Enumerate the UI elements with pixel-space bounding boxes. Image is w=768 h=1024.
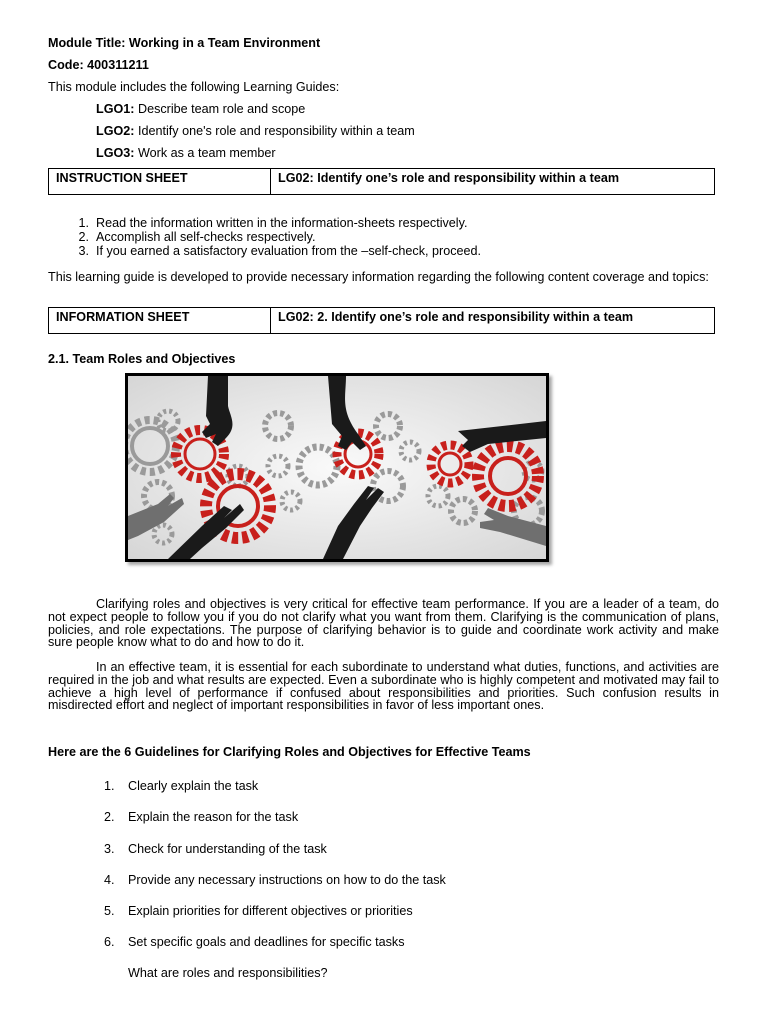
list-number: 5. (104, 904, 115, 918)
list-text: Read the information written in the information-sheets respectively. (96, 216, 468, 230)
instruction-sheet-table (48, 168, 715, 195)
instruction-sheet-value: LG02: Identify one’s role and responsibility within a team (278, 171, 620, 185)
guidelines-heading: Here are the 6 Guidelines for Clarifying Roles and Objectives for Effective Teams (48, 745, 531, 759)
list-text: Check for understanding of the task (128, 842, 327, 856)
guide-item-2 (96, 124, 415, 139)
paragraph-clarifying (48, 598, 719, 649)
closing-question: What are roles and responsibilities? (128, 966, 328, 980)
guide-code: LGO3: (96, 146, 135, 160)
module-title: Module Title: Working in a Team Environment (48, 36, 321, 50)
guide-text: Describe team role and scope (137, 102, 306, 116)
paragraph-text: Clarifying roles and objectives is very critical for effective team performance. If you are a leader of a team, do not expect people to follow you if you do not clarify what you want from them. Clarifying is the communication of plans, policies, and role expectations. The purpose of clarifying behavior is to guide and coordinate work activity and make sure people know what to do and how to do it. (48, 597, 719, 650)
list-text: Accomplish all self-checks respectively. (96, 230, 316, 244)
paragraph-text: In an effective team, it is essential for each subordinate to understand what duties, functions, and activities are required in the job and what results are expected. Even a subordinate who is highly competent and motivated may fail to achieve a high level of performance if confused about responsibilities and priorities. Such confusion results in misdirected effort and neglect of important responsibilities in favor of less important ones. (48, 660, 719, 713)
list-number: 1. (104, 779, 115, 793)
section-heading: 2.1. Team Roles and Objectives (48, 352, 236, 366)
list-number: 3. (78, 244, 89, 258)
module-code: Code: 400311211 (48, 58, 149, 72)
module-intro: This module includes the following Learning Guides: (48, 80, 340, 94)
guide-text: Identify one's role and responsibility within a team (137, 124, 415, 138)
information-sheet-value: LG02: 2. Identify one’s role and responsibility within a team (278, 310, 634, 324)
instruction-sheet-label: INSTRUCTION SHEET (49, 169, 271, 194)
information-sheet-table (48, 307, 715, 334)
guideline-item-4 (104, 873, 446, 888)
guide-text: Work as a team member (137, 146, 276, 160)
gears-hands-image (128, 376, 546, 559)
list-text: Explain priorities for different objectives or priorities (128, 904, 413, 918)
guideline-item-5 (104, 904, 413, 919)
list-text: If you earned a satisfactory evaluation from the –self-check, proceed. (96, 244, 482, 258)
guideline-item-2 (104, 810, 298, 825)
list-text: Provide any necessary instructions on how to do the task (128, 873, 446, 887)
list-number: 4. (104, 873, 115, 887)
list-text: Clearly explain the task (128, 779, 259, 793)
guideline-item-3 (104, 842, 327, 857)
guideline-item-1 (104, 779, 258, 794)
list-text: Explain the reason for the task (128, 810, 299, 824)
guideline-item-6 (104, 935, 405, 950)
list-number: 2. (104, 810, 115, 824)
guide-item-3 (96, 146, 276, 161)
list-number: 2. (78, 230, 89, 244)
list-number: 3. (104, 842, 115, 856)
guide-item-1 (96, 102, 305, 117)
guide-code: LGO1: (96, 102, 135, 116)
paragraph-effective-team (48, 661, 719, 712)
list-text: Set specific goals and deadlines for specific tasks (128, 935, 405, 949)
guide-code: LGO2: (96, 124, 135, 138)
information-sheet-label: INFORMATION SHEET (49, 308, 271, 333)
list-number: 1. (78, 216, 89, 230)
list-number: 6. (104, 935, 115, 949)
teamwork-gears-illustration (125, 373, 549, 562)
coverage-text: This learning guide is developed to provide necessary information regarding the following content coverage and topics: (48, 270, 709, 284)
